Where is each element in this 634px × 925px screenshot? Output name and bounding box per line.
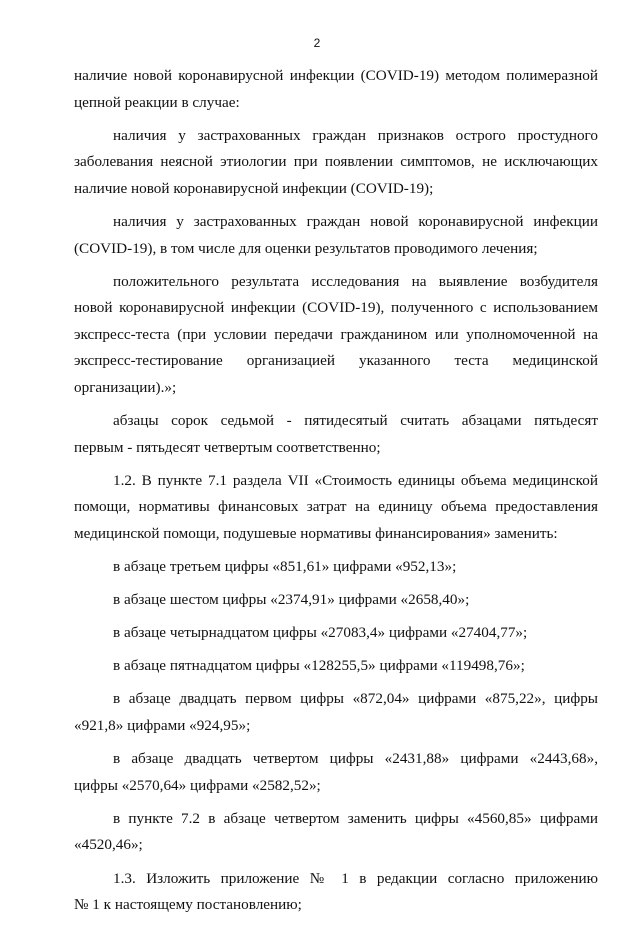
paragraph — [74, 587, 598, 614]
text-line: организации).»; — [74, 379, 177, 397]
text-line: цифры «2570,64» цифрами «2582,52»; — [74, 776, 321, 794]
paragraph — [74, 269, 598, 402]
text-line: «921,8» цифрами «924,95»; — [74, 717, 251, 735]
text-line: положительного результата исследования на выявление возбудителя — [113, 272, 598, 290]
paragraph — [74, 806, 598, 859]
text-line: в абзаце двадцать четвертом цифры «2431,88» цифрами «2443,68», — [113, 750, 598, 768]
paragraph — [74, 686, 598, 739]
text-line: первым - пятьдесят четвертым соответственно; — [74, 438, 381, 456]
text-line: в абзаце четырнадцатом цифры «27083,4» цифрами «27404,77»; — [113, 624, 528, 642]
text-line: в абзаце шестом цифры «2374,91» цифрами «2658,40»; — [113, 591, 470, 609]
text-line: заболевания неясной этиологии при появлении симптомов, не исключающих — [74, 153, 598, 171]
text-line: в абзаце двадцать первом цифры «872,04» цифрами «875,22», цифры — [113, 690, 598, 708]
text-line: экспресс-тестирование организацией указанного теста медицинской — [74, 352, 598, 370]
page-number: 2 — [313, 36, 321, 50]
text-line: (COVID-19), в том числе для оценки результатов проводимого лечения; — [74, 239, 538, 257]
text-line: экспресс-теста (при условии передачи гражданином или уполномоченной на — [74, 325, 598, 343]
text-line: медицинской помощи, подушевые нормативы финансирования» заменить: — [74, 525, 558, 542]
text-line: наличия у застрахованных граждан признаков острого простудного — [113, 126, 598, 144]
text-line: № 1 к настоящему постановлению; — [74, 896, 302, 914]
text-line: 1.2. В пункте 7.1 раздела VII «Стоимость единицы объема медицинской — [113, 471, 598, 489]
paragraph — [74, 468, 598, 548]
text-line: наличия у застрахованных граждан новой коронавирусной инфекции — [113, 212, 598, 230]
paragraph — [74, 620, 598, 647]
text-line: помощи, нормативы финансовых затрат на единицу объема предоставления — [74, 498, 598, 516]
text-line: 1.3. Изложить приложение № 1 в редакции согласно приложению — [113, 869, 598, 887]
paragraph — [74, 63, 598, 116]
paragraph — [74, 123, 598, 203]
text-line: «4520,46»; — [74, 836, 143, 854]
paragraph — [74, 408, 598, 461]
text-line: в пункте 7.2 в абзаце четвертом заменить цифры «4560,85» цифрами — [113, 809, 598, 827]
paragraph — [74, 209, 598, 262]
paragraph — [74, 554, 598, 581]
paragraph — [74, 746, 598, 799]
text-line: в абзаце пятнадцатом цифры «128255,5» цифрами «119498,76»; — [113, 657, 525, 675]
text-line: в абзаце третьем цифры «851,61» цифрами «952,13»; — [113, 558, 457, 576]
paragraph — [74, 866, 598, 919]
text-line: новой коронавирусной инфекции (COVID-19), полученного с использованием — [74, 299, 598, 317]
text-line: абзацы сорок седьмой - пятидесятый считать абзацами пятьдесят — [113, 412, 598, 430]
text-line: наличие новой коронавирусной инфекции (COVID-19); — [74, 179, 434, 197]
paragraph — [74, 653, 598, 680]
text-line: наличие новой коронавирусной инфекции (COVID-19) методом полимеразной — [74, 67, 598, 84]
document-body — [74, 63, 598, 925]
text-line: цепной реакции в случае: — [74, 93, 240, 111]
